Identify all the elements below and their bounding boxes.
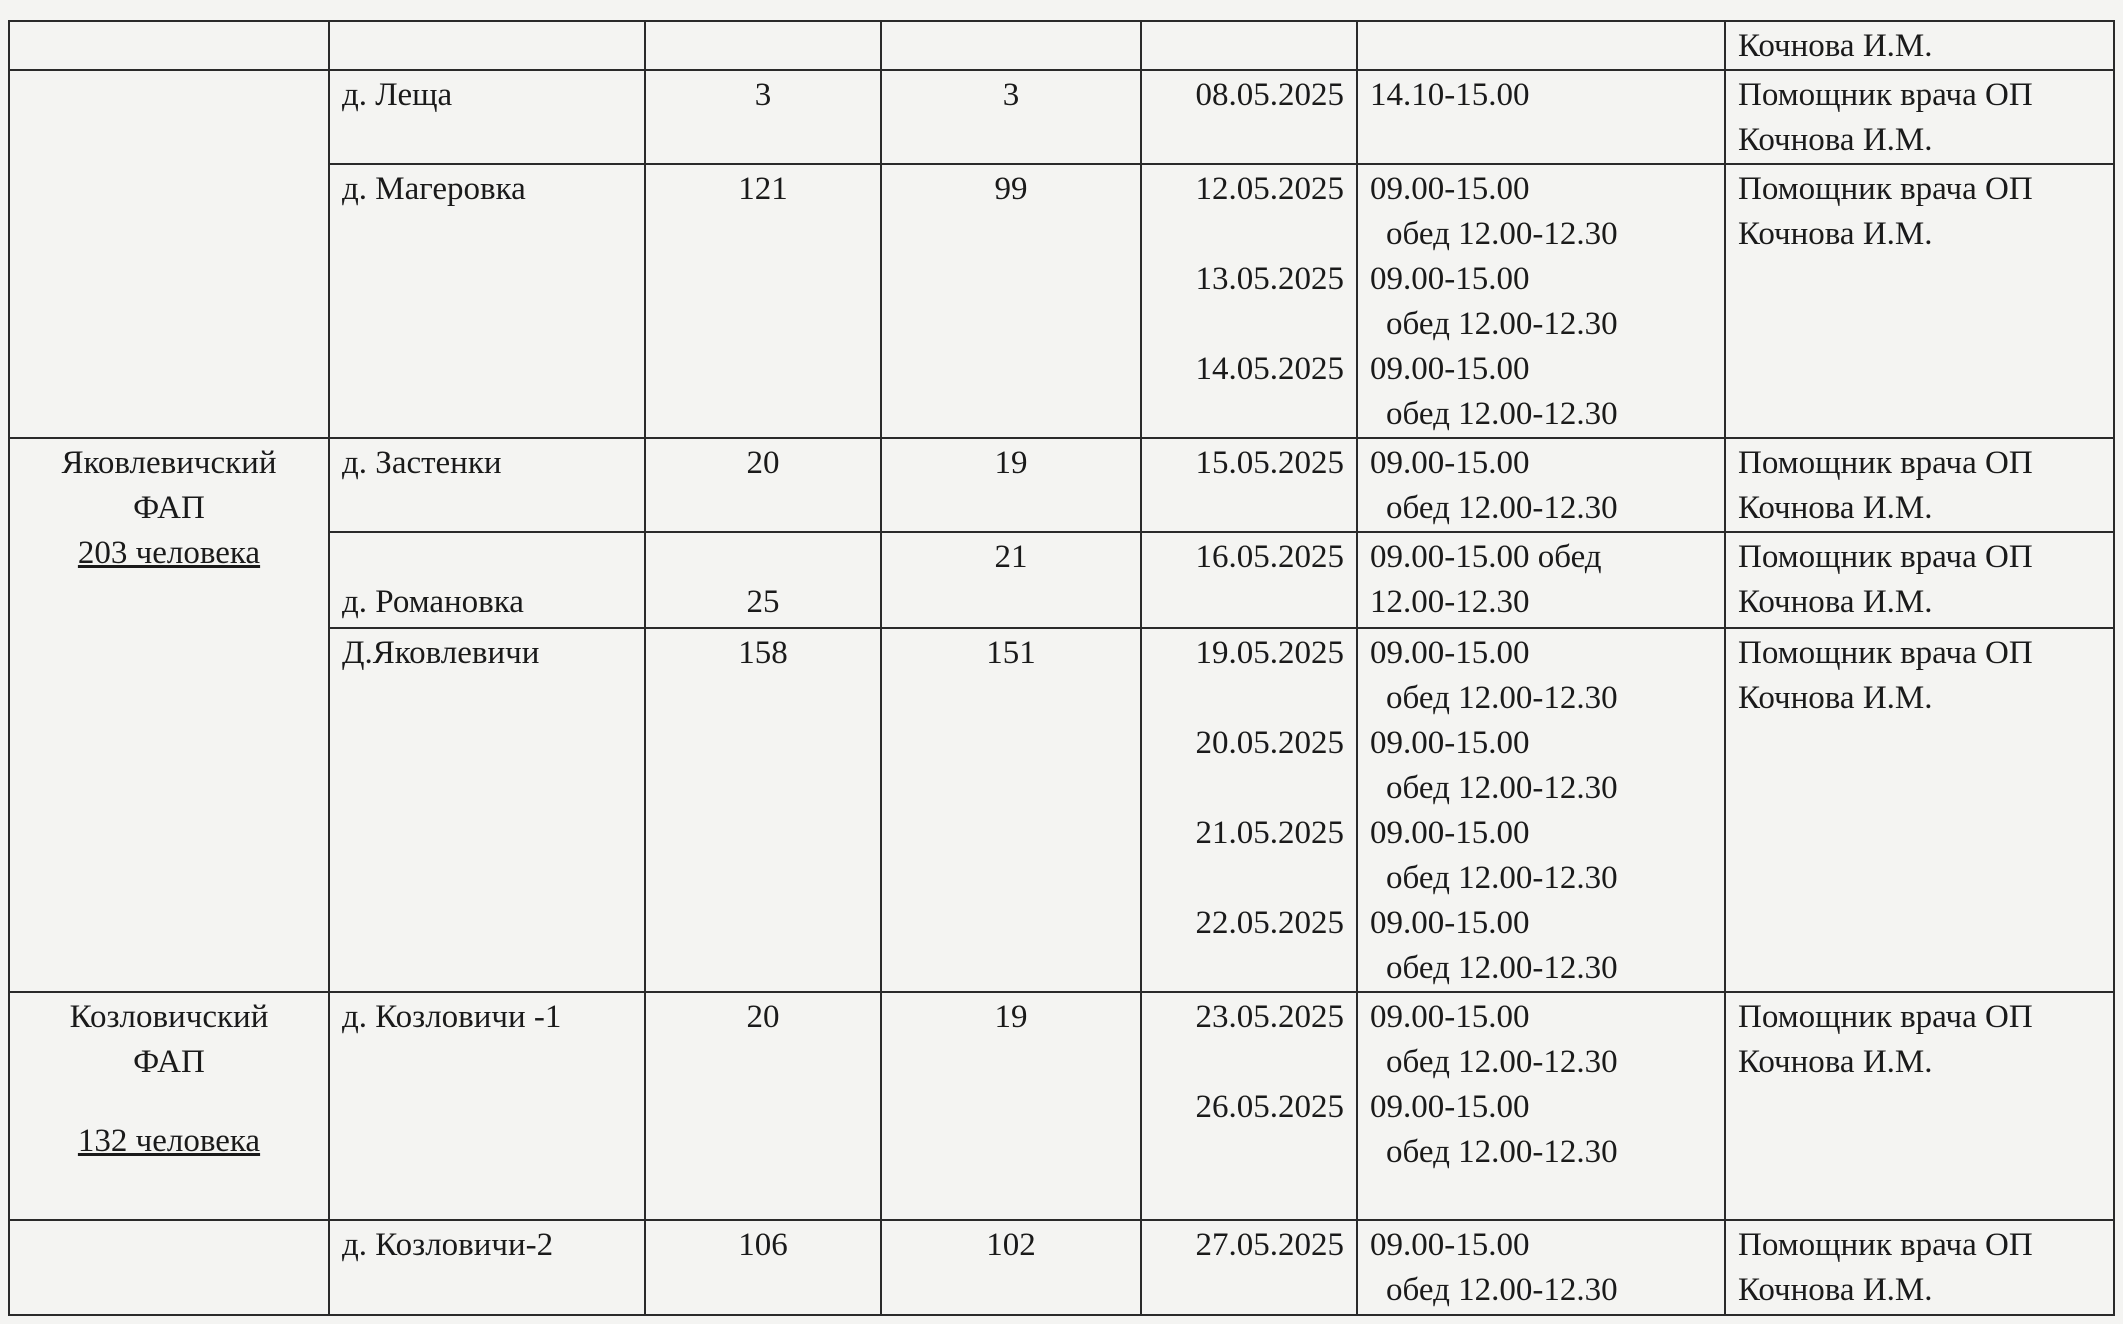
visit-hours bbox=[1370, 631, 1712, 721]
population-cell: 106 bbox=[645, 1220, 881, 1315]
lunch-hours: обед 12.00-12.30 bbox=[1386, 396, 1618, 432]
staff-name: Кочнова И.М. bbox=[1738, 680, 1933, 716]
fap-type: ФАП bbox=[133, 490, 205, 526]
location-cell bbox=[329, 21, 645, 70]
fap-type: ФАП bbox=[133, 1044, 205, 1080]
visit-hours bbox=[1370, 167, 1712, 257]
date-cell bbox=[1141, 21, 1357, 70]
staff-name: Кочнова И.М. bbox=[1738, 1044, 1933, 1080]
staff-cell bbox=[1725, 21, 2114, 70]
location-name: д. Романовка bbox=[342, 584, 524, 620]
work-hours: 09.00-15.00 bbox=[1370, 815, 1530, 851]
work-hours: 09.00-15.00 bbox=[1370, 261, 1530, 297]
table-row bbox=[9, 438, 2114, 532]
lunch-hours: обед 12.00-12.30 bbox=[1386, 950, 1618, 986]
population-cell: 3 bbox=[645, 70, 881, 164]
staff-name: Кочнова И.М. bbox=[1738, 122, 1933, 158]
lunch-hours: обед 12.00-12.30 bbox=[1386, 216, 1618, 252]
visit-date: 22.05.2025 bbox=[1195, 905, 1344, 941]
staff-role: Помощник врача ОП bbox=[1738, 999, 2033, 1035]
population-value: 25 bbox=[746, 584, 780, 620]
staff-name: Кочнова И.М. bbox=[1738, 28, 1933, 64]
staff-role: Помощник врача ОП bbox=[1738, 171, 2033, 207]
population-cell: 121 bbox=[645, 164, 881, 438]
location-cell: д. Козловичи-2 bbox=[329, 1220, 645, 1315]
location-cell: Д.Яковлевичи bbox=[329, 628, 645, 992]
time-cell bbox=[1357, 438, 1725, 532]
visit-hours bbox=[1370, 257, 1712, 347]
staff-role: Помощник врача ОП bbox=[1738, 77, 2033, 113]
fap-cell-empty bbox=[9, 1220, 329, 1315]
visit-hours bbox=[1370, 441, 1712, 531]
lunch-hours: обед 12.00-12.30 bbox=[1386, 1272, 1618, 1308]
date-cell bbox=[1141, 628, 1357, 992]
fap-people-count: 203 человека bbox=[77, 535, 261, 571]
schedule-table bbox=[8, 20, 2115, 1316]
date-cell bbox=[1141, 992, 1357, 1220]
visit-date: 20.05.2025 bbox=[1195, 725, 1344, 761]
lunch-hours: обед 12.00-12.30 bbox=[1386, 1044, 1618, 1080]
date-cell bbox=[1141, 70, 1357, 164]
planned-cell: 19 bbox=[881, 438, 1141, 532]
date-cell bbox=[1141, 1220, 1357, 1315]
staff-role: Помощник врача ОП bbox=[1738, 635, 2033, 671]
visit-hours bbox=[1370, 347, 1712, 437]
visit-hours bbox=[1370, 811, 1712, 901]
visit-date: 08.05.2025 bbox=[1195, 77, 1344, 113]
staff-cell bbox=[1725, 70, 2114, 164]
location-cell bbox=[329, 532, 645, 628]
staff-cell bbox=[1725, 1220, 2114, 1315]
staff-name: Кочнова И.М. bbox=[1738, 216, 1933, 252]
work-hours: 09.00-15.00 bbox=[1370, 905, 1530, 941]
planned-cell: 19 bbox=[881, 992, 1141, 1220]
staff-name: Кочнова И.М. bbox=[1738, 490, 1933, 526]
fap-name: Яковлевичский bbox=[61, 445, 277, 481]
lunch-hours: обед 12.00-12.30 bbox=[1386, 1134, 1618, 1170]
work-hours: 09.00-15.00 bbox=[1370, 1089, 1530, 1125]
staff-name: Кочнова И.М. bbox=[1738, 1272, 1933, 1308]
population-cell: 158 bbox=[645, 628, 881, 992]
table-row bbox=[9, 70, 2114, 164]
visit-date: 12.05.2025 bbox=[1195, 171, 1344, 207]
location-cell: д. Застенки bbox=[329, 438, 645, 532]
work-hours: 09.00-15.00 bbox=[1370, 445, 1530, 481]
visit-date: 16.05.2025 bbox=[1195, 539, 1344, 575]
visit-hours bbox=[1370, 721, 1712, 811]
visit-hours bbox=[1370, 995, 1712, 1085]
planned-cell: 3 bbox=[881, 70, 1141, 164]
staff-cell bbox=[1725, 532, 2114, 628]
population-cell: 20 bbox=[645, 992, 881, 1220]
lunch-hours: обед 12.00-12.30 bbox=[1386, 860, 1618, 896]
work-hours: 09.00-15.00 bbox=[1370, 351, 1530, 387]
date-cell bbox=[1141, 532, 1357, 628]
staff-cell bbox=[1725, 992, 2114, 1220]
fap-name: Козловичский bbox=[69, 999, 269, 1035]
time-cell bbox=[1357, 992, 1725, 1220]
work-hours: 09.00-15.00 bbox=[1370, 999, 1530, 1035]
staff-name: Кочнова И.М. bbox=[1738, 584, 1933, 620]
staff-role: Помощник врача ОП bbox=[1738, 1227, 2033, 1263]
fap-cell bbox=[9, 992, 329, 1220]
time-cell bbox=[1357, 164, 1725, 438]
visit-date: 13.05.2025 bbox=[1195, 261, 1344, 297]
population-cell bbox=[645, 21, 881, 70]
fap-people-count: 132 человека bbox=[77, 1123, 261, 1159]
date-cell bbox=[1141, 438, 1357, 532]
planned-cell: 151 bbox=[881, 628, 1141, 992]
visit-hours bbox=[1370, 1085, 1712, 1175]
table-row bbox=[9, 1220, 2114, 1315]
visit-date: 27.05.2025 bbox=[1195, 1227, 1344, 1263]
time-cell bbox=[1357, 21, 1725, 70]
lunch-hours: 12.00-12.30 bbox=[1370, 584, 1530, 620]
visit-date: 15.05.2025 bbox=[1195, 445, 1344, 481]
date-cell bbox=[1141, 164, 1357, 438]
planned-cell: 21 bbox=[881, 532, 1141, 628]
planned-cell: 102 bbox=[881, 1220, 1141, 1315]
lunch-hours: обед 12.00-12.30 bbox=[1386, 306, 1618, 342]
work-hours: 09.00-15.00 bbox=[1370, 1227, 1530, 1263]
time-cell bbox=[1357, 628, 1725, 992]
work-hours: 09.00-15.00 обед bbox=[1370, 539, 1602, 575]
population-cell bbox=[645, 532, 881, 628]
schedule-sheet bbox=[8, 20, 2113, 1310]
time-cell bbox=[1357, 532, 1725, 628]
lunch-hours: обед 12.00-12.30 bbox=[1386, 680, 1618, 716]
visit-date: 23.05.2025 bbox=[1195, 999, 1344, 1035]
lunch-hours: обед 12.00-12.30 bbox=[1386, 490, 1618, 526]
staff-cell bbox=[1725, 628, 2114, 992]
table-row bbox=[9, 21, 2114, 70]
fap-cell-empty bbox=[9, 70, 329, 438]
work-hours: 09.00-15.00 bbox=[1370, 635, 1530, 671]
visit-hours bbox=[1370, 1223, 1712, 1313]
time-cell: 14.10-15.00 bbox=[1357, 70, 1725, 164]
table-row bbox=[9, 992, 2114, 1220]
staff-cell bbox=[1725, 164, 2114, 438]
staff-cell bbox=[1725, 438, 2114, 532]
population-cell: 20 bbox=[645, 438, 881, 532]
visit-date: 21.05.2025 bbox=[1195, 815, 1344, 851]
visit-date: 14.05.2025 bbox=[1195, 351, 1344, 387]
location-cell: д. Магеровка bbox=[329, 164, 645, 438]
staff-role: Помощник врача ОП bbox=[1738, 539, 2033, 575]
staff-role: Помощник врача ОП bbox=[1738, 445, 2033, 481]
fap-cell bbox=[9, 21, 329, 70]
work-hours: 09.00-15.00 bbox=[1370, 171, 1530, 207]
visit-date: 19.05.2025 bbox=[1195, 635, 1344, 671]
time-cell bbox=[1357, 1220, 1725, 1315]
planned-cell bbox=[881, 21, 1141, 70]
visit-hours bbox=[1370, 901, 1712, 991]
lunch-hours: обед 12.00-12.30 bbox=[1386, 770, 1618, 806]
work-hours: 09.00-15.00 bbox=[1370, 725, 1530, 761]
location-cell: д. Козловичи -1 bbox=[329, 992, 645, 1220]
location-cell: д. Леща bbox=[329, 70, 645, 164]
visit-date: 26.05.2025 bbox=[1195, 1089, 1344, 1125]
planned-cell: 99 bbox=[881, 164, 1141, 438]
fap-cell bbox=[9, 438, 329, 992]
